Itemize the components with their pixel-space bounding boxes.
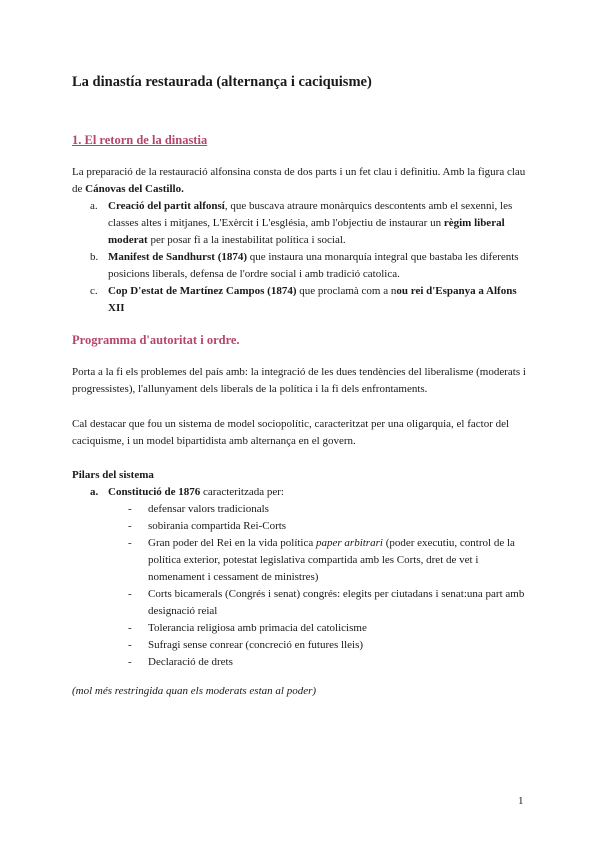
- list-item: [72, 283, 528, 317]
- list-item: [72, 501, 528, 518]
- bullet-text-value: sobirania compartida Rei-Corts: [148, 520, 287, 532]
- item-bold: Constitució de 1876: [108, 486, 201, 498]
- list-item: [72, 620, 528, 637]
- item-marker: b.: [90, 251, 99, 263]
- intro-paragraph: [72, 164, 528, 198]
- item-text: per posar fi a la inestabilitat política i social.: [147, 234, 346, 246]
- bullet-italic: paper arbitrari: [316, 537, 383, 549]
- dash-bullet: -: [128, 520, 132, 532]
- pillars-list: [72, 484, 528, 501]
- list-item: [72, 249, 528, 283]
- bullet-text-value: Sufragi sense conrear (concreció en futures lleis): [148, 639, 364, 651]
- item-marker: c.: [90, 285, 98, 297]
- item-marker: a.: [90, 486, 99, 498]
- bullet-text-inner: [148, 501, 528, 518]
- bullet-text-value: Tolerancia religiosa amb primacia del catolicisme: [148, 622, 367, 634]
- list-item: [72, 484, 528, 501]
- bullet-text-value: defensar valors tradicionals: [148, 503, 269, 515]
- restriction-note: (mol més restringida quan els moderats estan al poder): [72, 685, 317, 697]
- item-text: que instaura una monarquía integral que bastaba les diferents posicions liberals, defensa de l'ordre social i amb tradició catolica.: [108, 251, 519, 280]
- item-marker: a.: [90, 200, 98, 212]
- programa-paragraph-1: Porta a la fi els problemes del país amb: la integració de les dues tendències del liberalisme (moderats i progressistes), l'allunyament dels liberals de la política i la fi dels enfrontaments.: [72, 366, 526, 395]
- programa-paragraph-2: Cal destacar que fou un sistema de model sociopolític, caracteritzat per una oligarquia, el factor del caciquisme, i un model bipartidista amb alternança en el govern.: [72, 418, 510, 447]
- bullet-text-value: Declaració de drets: [148, 656, 233, 668]
- document-title: La dinastía restaurada (alternança i caciquisme): [72, 74, 372, 90]
- page-number: 1: [518, 795, 524, 807]
- dash-bullet: -: [128, 656, 132, 668]
- dash-bullet: -: [128, 639, 132, 651]
- dash-bullet: -: [128, 622, 132, 634]
- dash-bullet: -: [128, 503, 132, 515]
- intro-text: La preparació de la restauració alfonsina consta de dos parts i un fet clau i definitiu. Amb la figura clau de: [72, 166, 526, 195]
- bullet-text: [148, 501, 528, 518]
- bullet-text-value: Corts bicamerals (Congrés i senat) congrés: elegits per ciutadans i senat:una part amb designació reial: [148, 588, 525, 617]
- list-item: [72, 535, 528, 586]
- list-item: [72, 637, 528, 654]
- steps-list: [72, 198, 528, 317]
- item-bold: Creació del partit alfonsí: [108, 200, 225, 212]
- item-text: que proclamà com a n: [296, 285, 397, 297]
- dash-bullet: -: [128, 537, 132, 549]
- item-bold: Manifest de Sandhurst (1874): [108, 251, 248, 263]
- dash-bullet: -: [128, 588, 132, 600]
- item-bold: ou rei d'Espanya a Alfons XII: [108, 285, 517, 314]
- list-item: [72, 654, 528, 671]
- item-bold: Cop D'estat de Martínez Campos (1874): [108, 285, 297, 297]
- item-text: , que buscava atraure monàrquics descontents amb el sexenni, les classes altes i mitjanes, L'Exèrcit i L'església, amb l'objectiu de instaurar un: [108, 200, 513, 229]
- bullet-text-value: (poder executiu, control de la política exterior, potestat legislativa compartida amb les Corts, dret de vet i nomenament i cessament de ministres): [148, 537, 515, 583]
- pillars-heading: Pilars del sistema: [72, 469, 154, 481]
- section-heading-programa: Programma d'autoritat i ordre.: [72, 333, 240, 347]
- section-heading-retorn: 1. El retorn de la dinastia: [72, 133, 208, 147]
- list-item: [72, 198, 528, 249]
- constitution-features: [72, 501, 528, 671]
- list-item: [72, 586, 528, 620]
- item-bold: règim liberal moderat: [108, 217, 505, 246]
- intro-bold: Cánovas del Castillo.: [85, 183, 184, 195]
- bullet-text-value: Gran poder del Rei en la vida política: [148, 537, 316, 549]
- list-item: [72, 518, 528, 535]
- item-text: caracteritzada per:: [200, 486, 284, 498]
